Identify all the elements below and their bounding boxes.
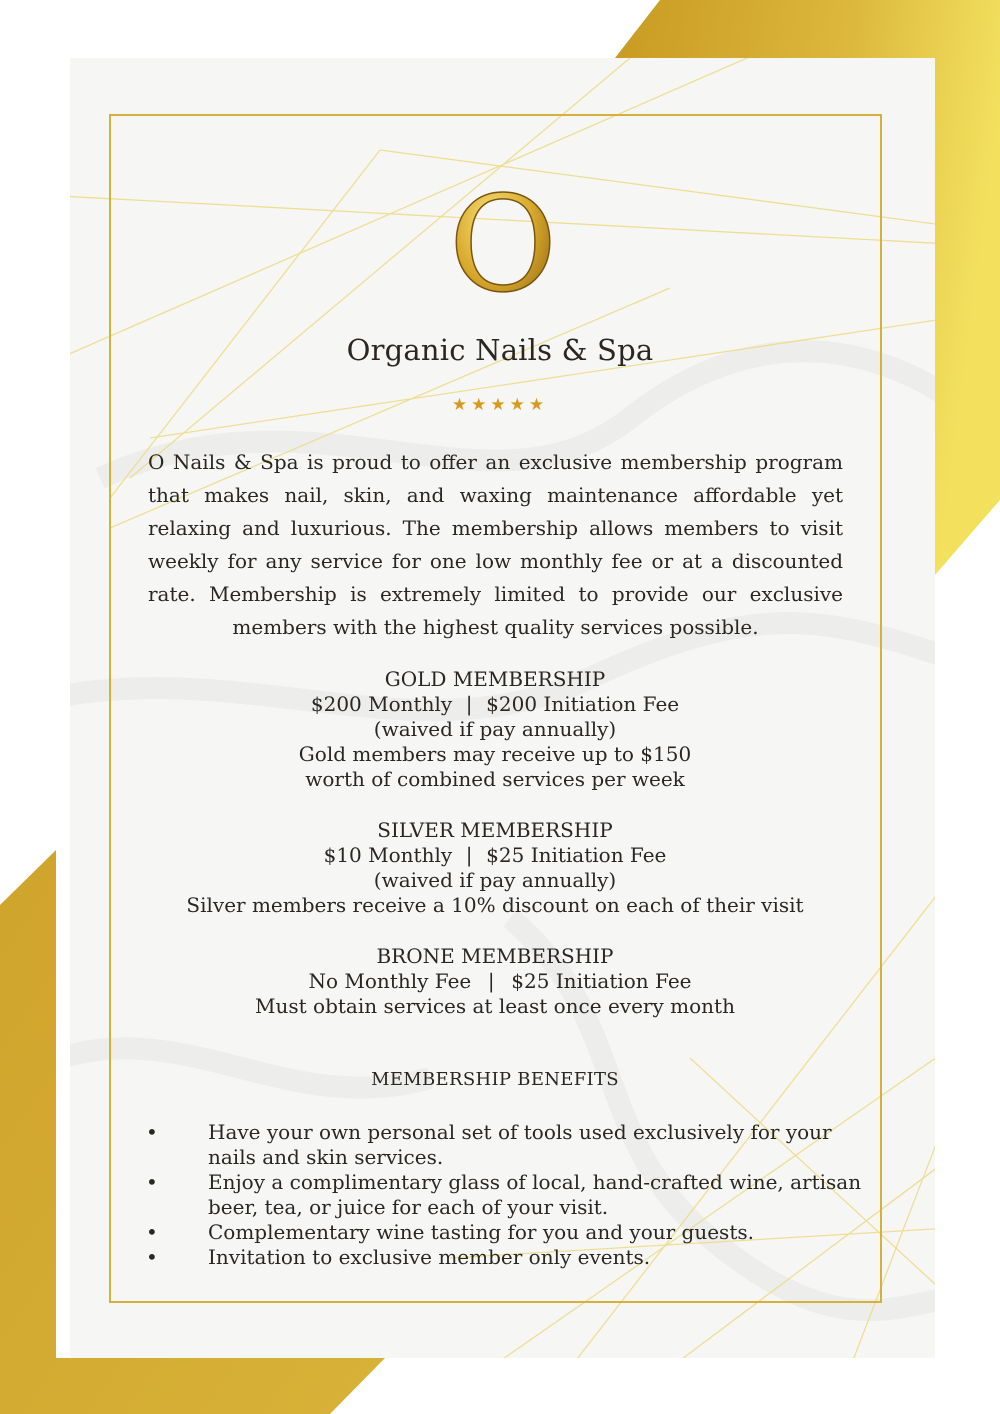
bullet: • bbox=[146, 1245, 158, 1269]
logo-o-emblem bbox=[448, 182, 558, 300]
page-title: Organic Nails & Spa bbox=[346, 333, 654, 367]
benefit-text: Have your own personal set of tools used exclusively for your nails and skin services. bbox=[208, 1120, 832, 1169]
benefit-item bbox=[142, 1170, 862, 1220]
benefit-item bbox=[142, 1245, 862, 1270]
gold-membership-title: GOLD MEMBERSHIP bbox=[384, 667, 606, 691]
bullet: • bbox=[146, 1120, 158, 1144]
silver-membership-title: SILVER MEMBERSHIP bbox=[377, 818, 613, 842]
silver-initiation-fee: $25 Initiation Fee bbox=[486, 843, 667, 867]
benefit-item bbox=[142, 1120, 862, 1170]
gold-membership-fees bbox=[0, 692, 990, 717]
logo-letter: O bbox=[448, 182, 558, 300]
bronze-detail-line-1: Must obtain services at least once every month bbox=[255, 994, 735, 1018]
bronze-initiation-fee: $25 Initiation Fee bbox=[511, 969, 692, 993]
gold-detail-line-1: Gold members may receive up to $150 bbox=[298, 742, 692, 766]
benefits-list bbox=[142, 1120, 862, 1270]
gold-monthly-fee: $200 Monthly bbox=[310, 692, 453, 716]
benefit-text: Enjoy a complimentary glass of local, hand-crafted wine, artisan beer, tea, or juice for each of your visit. bbox=[208, 1170, 862, 1219]
benefit-text: Complementary wine tasting for you and your guests. bbox=[208, 1220, 754, 1244]
bullet: • bbox=[146, 1170, 158, 1194]
gold-waiver-note: (waived if pay annually) bbox=[373, 717, 617, 741]
silver-detail-line-1: Silver members receive a 10% discount on each of their visit bbox=[186, 893, 804, 917]
fee-separator: | bbox=[487, 969, 495, 993]
silver-monthly-fee: $10 Monthly bbox=[323, 843, 453, 867]
gold-detail-line-2: worth of combined services per week bbox=[305, 767, 685, 791]
bronze-monthly-fee: No Monthly Fee bbox=[308, 969, 472, 993]
bronze-membership-section bbox=[0, 944, 990, 1019]
benefit-text: Invitation to exclusive member only events. bbox=[208, 1245, 651, 1269]
bronze-membership-fees bbox=[0, 969, 990, 994]
gold-initiation-fee: $200 Initiation Fee bbox=[486, 692, 680, 716]
gold-membership-section bbox=[0, 667, 990, 792]
benefit-item bbox=[142, 1220, 862, 1245]
fee-separator: | bbox=[465, 843, 473, 867]
silver-membership-fees bbox=[0, 843, 990, 868]
silver-waiver-note: (waived if pay annually) bbox=[373, 868, 617, 892]
bronze-membership-title: BRONE MEMBERSHIP bbox=[376, 944, 614, 968]
benefits-title: MEMBERSHIP BENEFITS bbox=[371, 1069, 619, 1090]
bullet: • bbox=[146, 1220, 158, 1244]
rating-stars: ★★★★★ bbox=[451, 395, 549, 415]
fee-separator: | bbox=[465, 692, 473, 716]
intro-paragraph: O Nails & Spa is proud to offer an exclusive membership program that makes nail, skin, and waxing maintenance affordable yet relaxing and luxurious. The membership allows members to visit weekly for any service for one low monthly fee or at a discounted rate. Membership is extremely limited to provide our exclusive members with the highest quality services possible. bbox=[148, 450, 843, 639]
silver-membership-section bbox=[0, 818, 990, 918]
